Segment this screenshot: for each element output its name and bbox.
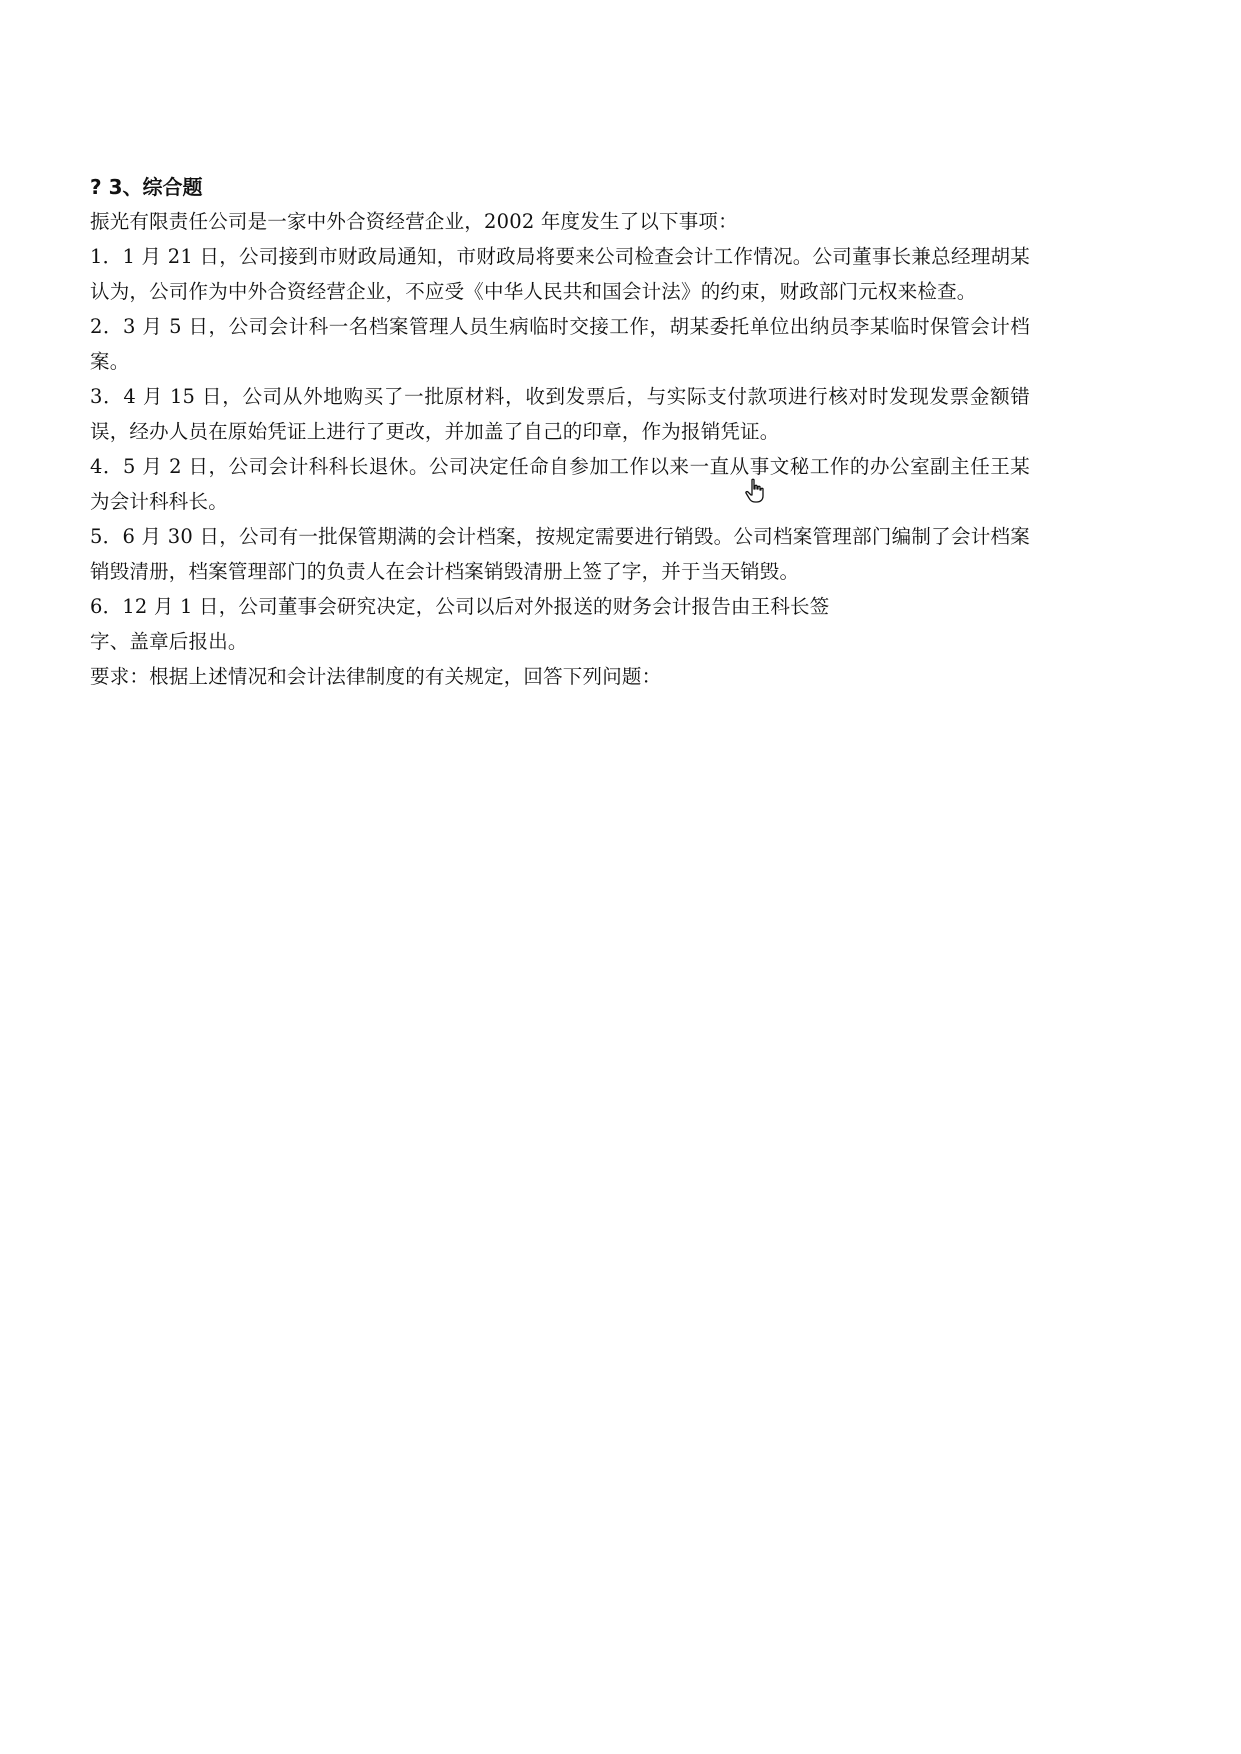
item-3: 3．4 月 15 日，公司从外地购买了一批原材料，收到发票后，与实际支付款项进行核对时发现发票金额错误，经办人员在原始凭证上进行了更改，并加盖了自己的印章，作为报销凭证。 (90, 385, 1030, 443)
item-6-line-1: 6．12 月 1 日，公司董事会研究决定，公司以后对外报送的财务会计报告由王科长签 (90, 595, 830, 618)
item-6-line-2: 字、盖章后报出。 (90, 630, 248, 653)
document-content (90, 170, 1030, 694)
intro-paragraph: 振光有限责任公司是一家中外合资经营企业，2002 年度发生了以下事项： (90, 210, 738, 233)
item-4: 4．5 月 2 日，公司会计科科长退休。公司决定任命自参加工作以来一直从事文秘工作的办公室副主任王某为会计科科长。 (90, 455, 1030, 513)
hand-pointer-icon (744, 478, 768, 504)
requirement-paragraph: 要求：根据上述情况和会计法律制度的有关规定，回答下列问题： (90, 665, 662, 688)
section-heading: ? 3、综合题 (90, 175, 203, 199)
item-1: 1．1 月 21 日，公司接到市财政局通知，市财政局将要来公司检查会计工作情况。公司董事长兼总经理胡某认为，公司作为中外合资经营企业，不应受《中华人民共和国会计法》的约束，财政部门元权来检查。 (90, 245, 1030, 303)
item-2: 2．3 月 5 日，公司会计科一名档案管理人员生病临时交接工作，胡某委托单位出纳员李某临时保管会计档案。 (90, 315, 1030, 373)
item-5: 5．6 月 30 日，公司有一批保管期满的会计档案，按规定需要进行销毁。公司档案管理部门编制了会计档案销毁清册，档案管理部门的负责人在会计档案销毁清册上签了字，并于当天销毁。 (90, 525, 1030, 583)
